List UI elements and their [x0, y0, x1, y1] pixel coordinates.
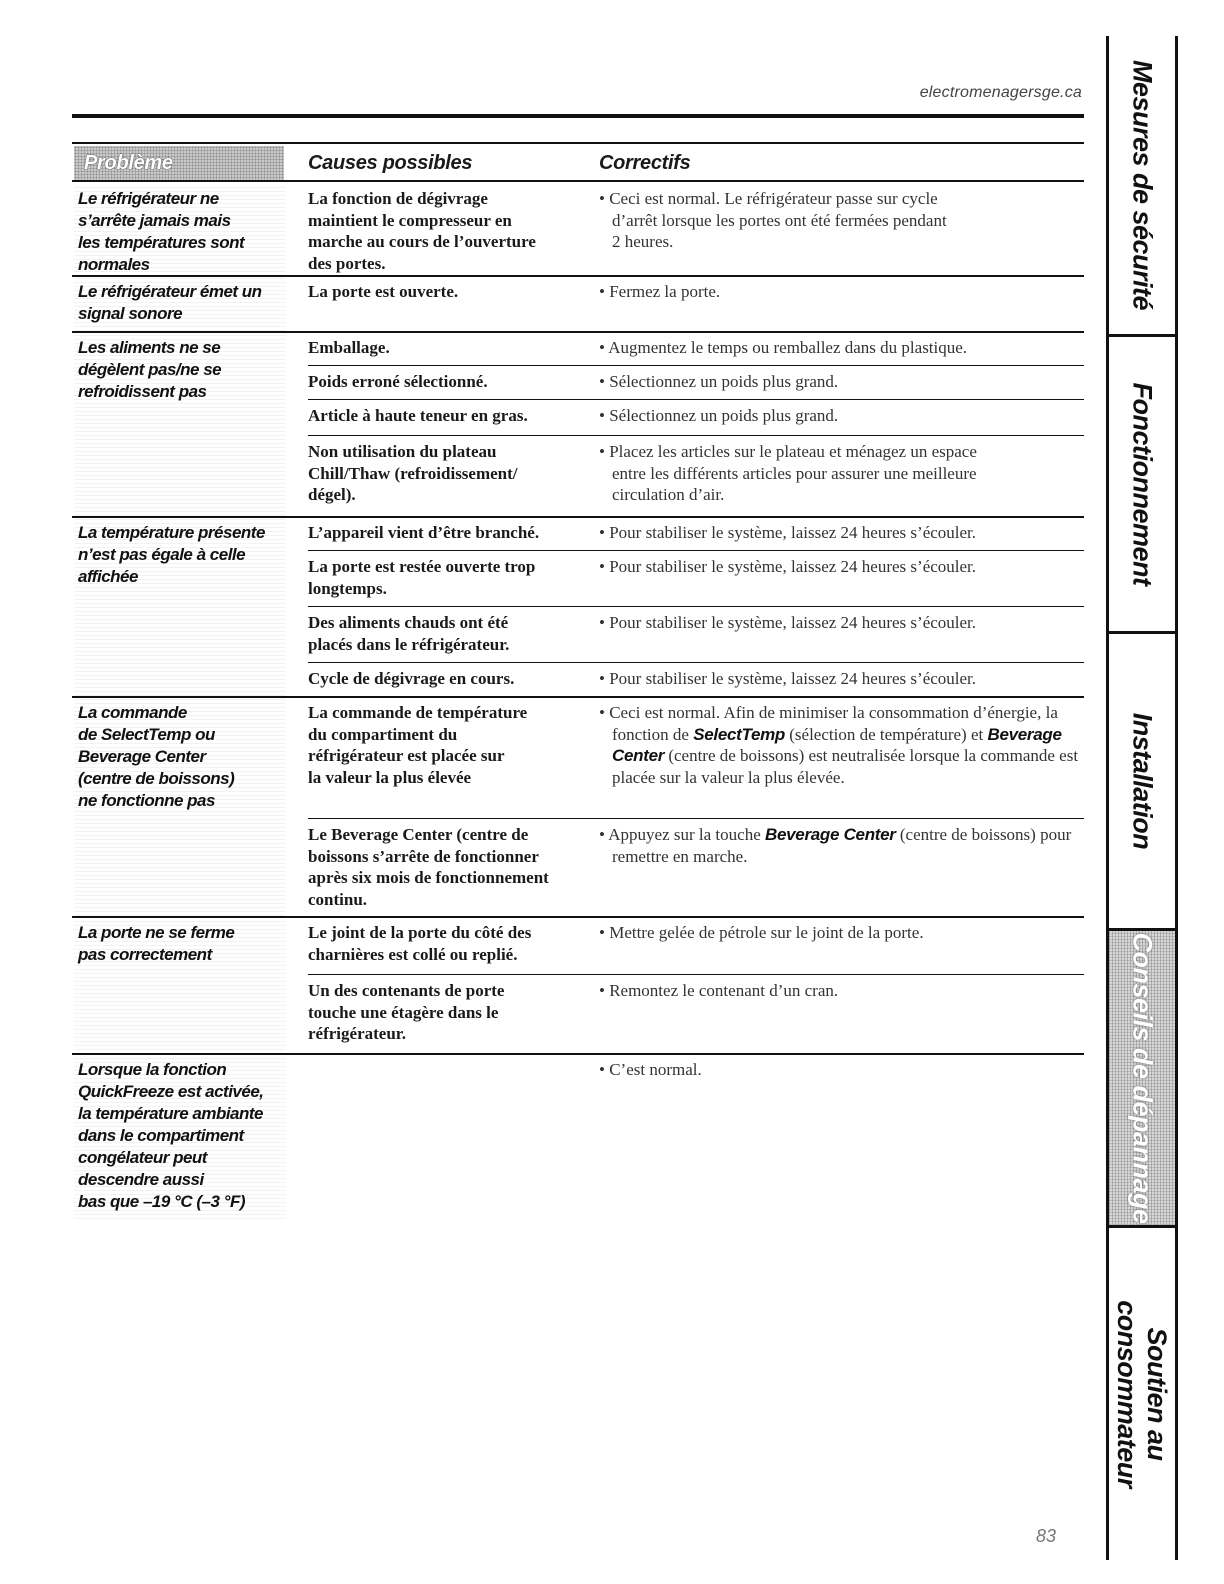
row-divider — [308, 399, 1084, 400]
problem-text: La porte ne se ferme pas correctement — [74, 918, 286, 1054]
cause-row — [308, 696, 1084, 818]
tab-soutien-au-consommateur[interactable] — [1109, 1228, 1175, 1560]
cause-row — [308, 550, 1084, 606]
fix-text: • Pour stabiliser le système, laissez 24 heures s’écouler. — [599, 557, 977, 576]
header-top-rule — [72, 142, 1084, 144]
cause-row — [308, 399, 1084, 435]
tab-mesures-de-securite[interactable] — [1109, 36, 1175, 334]
cause-text: Le joint de la porte du côté des charnières est collé ou replié. — [308, 923, 532, 964]
fix-text: • Pour stabiliser le système, laissez 24 heures s’écouler. — [599, 669, 977, 688]
cause-row — [308, 916, 1084, 974]
fix-text: • Fermez la porte. — [599, 282, 721, 301]
tab-installation[interactable] — [1109, 634, 1175, 928]
fix-text: • Augmentez le temps ou remballez dans du plastique. — [599, 338, 968, 357]
site-url: electromenagersge.ca — [919, 84, 1082, 101]
problem-group — [72, 1053, 1084, 1219]
header-problem: Problème — [74, 146, 284, 180]
cause-text: La commande de température du compartiment du réfrigérateur est placée sur la valeur la plus élevée — [308, 703, 528, 787]
cause-text: Un des contenants de porte touche une étagère dans le réfrigérateur. — [308, 981, 505, 1043]
row-divider — [308, 365, 1084, 366]
cause-text: Le Beverage Center (centre de boissons s’arrête de fonctionner après six mois de fonctionnement continu. — [308, 825, 549, 909]
page-number: 83 — [1036, 1526, 1057, 1546]
fix-text: • Placez les articles sur le plateau et ménagez un espace entre les différents articles pour assurer une meilleure circulation d’air. — [599, 442, 977, 504]
fix-text: • Remontez le contenant d’un cran. — [599, 981, 839, 1000]
fix-text: • C’est normal. — [599, 1060, 702, 1079]
tab-label: Installation — [1127, 712, 1158, 850]
cause-row — [308, 974, 1084, 1054]
cause-row — [308, 331, 1084, 365]
table-header — [72, 146, 1084, 180]
fix-text: • Appuyez sur la touche Beverage Center (centre de boissons) pour remettre en marche. — [599, 825, 1072, 866]
problem-group — [72, 516, 1084, 696]
problem-group — [72, 696, 1084, 916]
cause-text: La porte est restée ouverte trop longtemps. — [308, 557, 536, 598]
header-correctifs: Correctifs — [599, 152, 691, 174]
row-divider — [308, 435, 1084, 436]
problem-group — [72, 275, 1084, 331]
row-divider — [308, 550, 1084, 551]
problem-text: Le réfrigérateur ne s’arrête jamais mais les températures sont normales — [74, 184, 286, 276]
cause-text: L’appareil vient d’être branché. — [308, 523, 540, 542]
cause-text: Cycle de dégivrage en cours. — [308, 669, 515, 688]
fix-text: • Ceci est normal. Afin de minimiser la consommation d’énergie, la fonction de SelectTemp (sélection de température) et Beverage Center (centre de boissons) est neutralisée lorsque la commande est placée sur la valeur la plus élevée. — [599, 703, 1079, 787]
cause-text: La porte est ouverte. — [308, 282, 459, 301]
cause-row — [308, 818, 1084, 916]
fix-text: • Mettre gelée de pétrole sur le joint de la porte. — [599, 923, 924, 942]
row-divider — [308, 974, 1084, 975]
tab-label: Conseils de dépannage — [1127, 932, 1158, 1224]
cause-row — [308, 435, 1084, 516]
problem-group — [72, 331, 1084, 516]
tab-label: Fonctionnement — [1127, 382, 1158, 586]
problem-group — [72, 182, 1084, 276]
section-sidebar — [1106, 36, 1178, 1560]
cause-row — [308, 516, 1084, 550]
cause-row — [308, 365, 1084, 399]
fix-text: • Pour stabiliser le système, laissez 24 heures s’écouler. — [599, 613, 977, 632]
tab-label: Soutien au consommateur — [1112, 1300, 1172, 1488]
tab-fonctionnement[interactable] — [1109, 337, 1175, 631]
problem-text: Le réfrigérateur émet un signal sonore — [74, 277, 286, 331]
cause-text: Des aliments chauds ont été placés dans le réfrigérateur. — [308, 613, 510, 654]
row-divider — [308, 662, 1084, 663]
cause-row — [308, 662, 1084, 696]
problem-group — [72, 916, 1084, 1054]
row-divider — [308, 606, 1084, 607]
problem-text: Lorsque la fonction QuickFreeze est activée, la température ambiante dans le compartiment congélateur peut descendre aussi bas que –19 °C (–3 °F) — [74, 1055, 286, 1219]
cause-row — [308, 182, 1084, 276]
top-rule — [72, 114, 1084, 118]
cause-row — [308, 1053, 1084, 1219]
cause-text: Article à haute teneur en gras. — [308, 406, 528, 425]
cause-row — [308, 606, 1084, 662]
cause-text: Poids erroné sélectionné. — [308, 372, 488, 391]
cause-text: La fonction de dégivrage maintient le compresseur en marche au cours de l’ouverture des portes. — [308, 189, 536, 273]
fix-text: • Pour stabiliser le système, laissez 24 heures s’écouler. — [599, 523, 977, 542]
fix-text: • Sélectionnez un poids plus grand. — [599, 406, 839, 425]
tab-label: Mesures de sécurité — [1127, 59, 1158, 311]
problem-text: Les aliments ne se dégèlent pas/ne se refroidissent pas — [74, 333, 286, 516]
cause-text: Non utilisation du plateau Chill/Thaw (refroidissement/ dégel). — [308, 442, 518, 504]
problem-text: La commande de SelectTemp ou Beverage Center (centre de boissons) ne fonctionne pas — [74, 698, 286, 916]
row-divider — [308, 818, 1084, 819]
cause-row — [308, 275, 1084, 331]
tab-conseils-de-depannage[interactable] — [1109, 931, 1175, 1225]
problem-text: La température présente n’est pas égale à celle affichée — [74, 518, 286, 696]
cause-text: Emballage. — [308, 338, 390, 357]
fix-text: • Sélectionnez un poids plus grand. — [599, 372, 839, 391]
fix-text: • Ceci est normal. Le réfrigérateur passe sur cycle d’arrêt lorsque les portes ont été fermées pendant 2 heures. — [599, 189, 947, 251]
header-causes: Causes possibles — [308, 152, 473, 174]
